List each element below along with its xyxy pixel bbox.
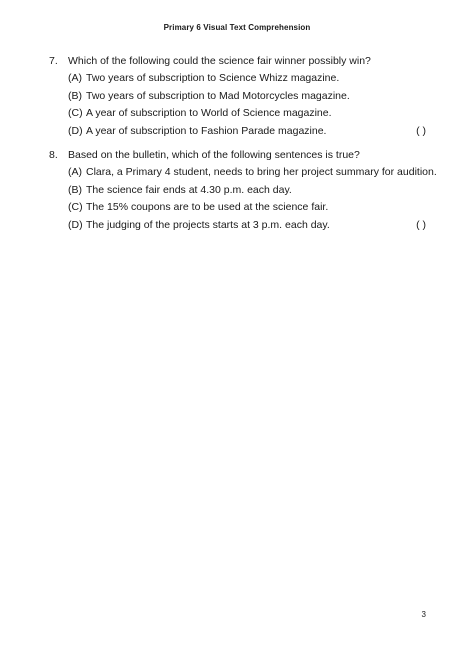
option-a	[49, 70, 429, 88]
option-b	[49, 182, 429, 200]
question-number: 7.	[49, 55, 58, 67]
page-number: 3	[421, 610, 426, 619]
question-stem: Which of the following could the science fair winner possibly win?	[68, 55, 371, 67]
answer-bracket: ( )	[416, 218, 426, 231]
page-header: Primary 6 Visual Text Comprehension	[163, 23, 311, 32]
option-b	[49, 88, 429, 106]
option-label: (A)	[68, 72, 82, 84]
question-7	[49, 53, 429, 140]
answer-bracket: ( )	[416, 124, 426, 137]
option-label: (D)	[68, 218, 83, 231]
option-text: Clara, a Primary 4 student, needs to bring her project summary for audition.	[86, 166, 437, 178]
option-label: (B)	[68, 183, 82, 196]
option-text: Two years of subscription to Science Whizz magazine.	[86, 72, 340, 84]
option-d	[49, 123, 429, 141]
question-number: 8.	[49, 149, 58, 161]
option-text: The 15% coupons are to be used at the science fair.	[86, 201, 329, 214]
option-text: A year of subscription to World of Science magazine.	[86, 107, 332, 120]
option-d	[49, 217, 429, 235]
option-label: (C)	[68, 201, 83, 214]
option-label: (B)	[68, 89, 82, 102]
option-label: (D)	[68, 124, 83, 137]
option-c	[49, 199, 429, 217]
question-8	[49, 147, 437, 234]
option-label: (A)	[68, 166, 82, 178]
question-stem-line	[49, 53, 429, 70]
option-text: A year of subscription to Fashion Parade magazine.	[86, 124, 327, 137]
option-text: The judging of the projects starts at 3 p.m. each day.	[86, 218, 330, 231]
option-text: Two years of subscription to Mad Motorcycles magazine.	[86, 89, 350, 102]
option-text: The science fair ends at 4.30 p.m. each day.	[86, 183, 292, 196]
option-a	[49, 164, 437, 182]
question-stem: Based on the bulletin, which of the following sentences is true?	[68, 149, 360, 161]
question-stem-line	[49, 147, 429, 164]
option-c	[49, 105, 429, 123]
option-label: (C)	[68, 107, 83, 120]
